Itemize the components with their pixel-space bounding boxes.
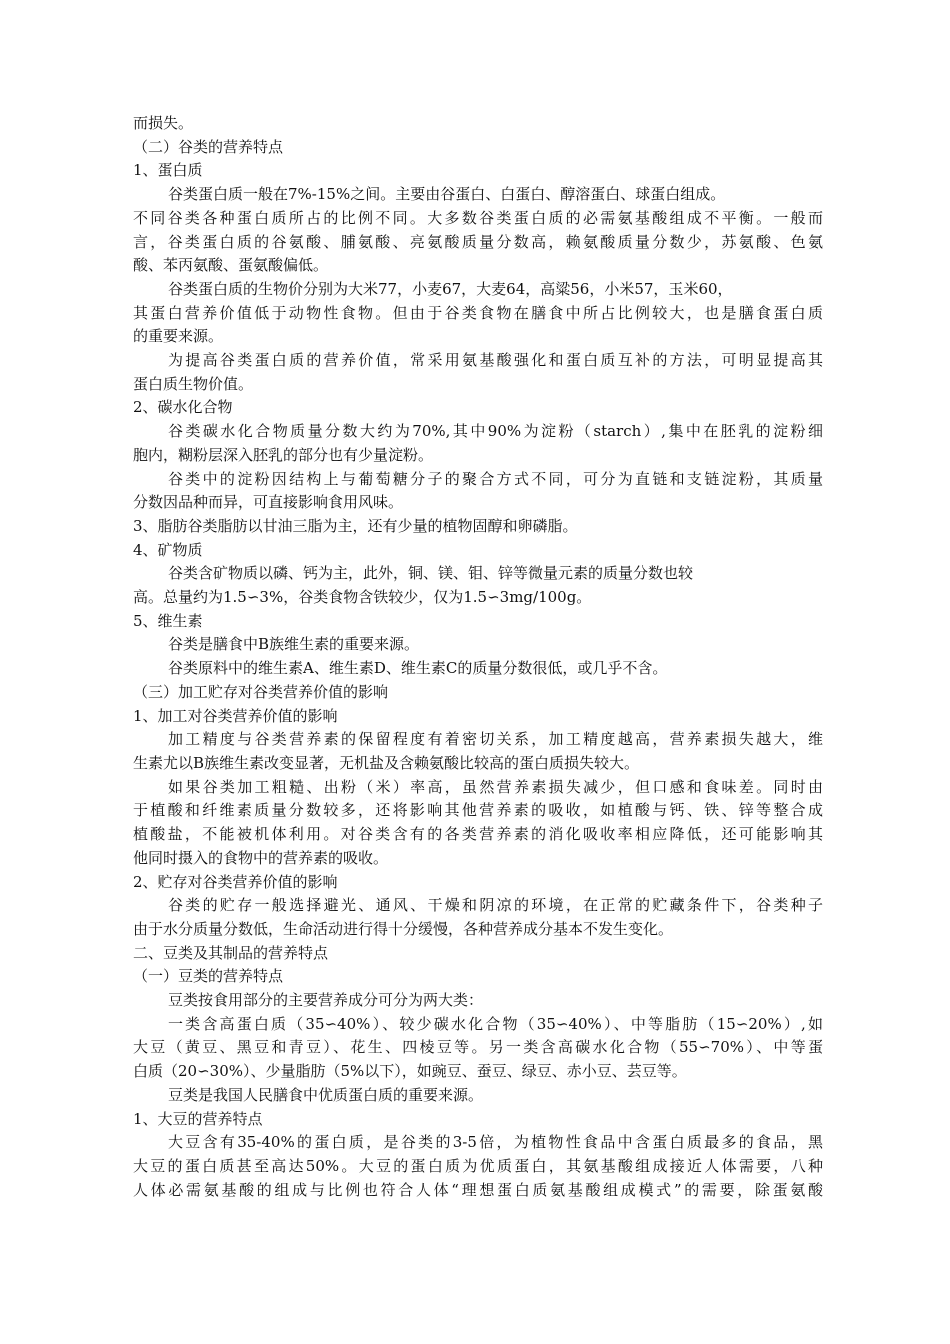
text-line: 如果谷类加工粗糙、出粉（米）率高，虽然营养素损失减少，但口感和食味差。同时由 <box>168 777 823 796</box>
text-line: （一）豆类的营养特点 <box>133 967 284 986</box>
text-line: 蛋白质生物价值。 <box>133 374 254 393</box>
text-line: 由于水分质量分数低，生命活动进行得十分缓慢，各种营养成分基本不发生变化。 <box>133 919 674 938</box>
text-line: 其蛋白营养价值低于动物性食物。但由于谷类食物在膳食中所占比例较大，也是膳食蛋白质 <box>133 303 823 322</box>
text-line: 谷类的贮存一般选择避光、通风、干燥和阴凉的环境，在正常的贮藏条件下，谷类种子 <box>168 896 823 915</box>
text-line: （二）谷类的营养特点 <box>133 137 284 156</box>
text-line: 大豆的蛋白质甚至高达50%。大豆的蛋白质为优质蛋白，其氨基酸组成接近人体需要，八种 <box>133 1156 823 1175</box>
text-line: 谷类蛋白质一般在7%-15%之间。主要由谷蛋白、白蛋白、醇溶蛋白、球蛋白组成。 <box>168 185 726 204</box>
text-line: 胞内，糊粉层深入胚乳的部分也有少量淀粉。 <box>133 445 434 464</box>
text-line: 谷类蛋白质的生物价分别为大米77，小麦67，大麦64，高粱56，小米57，玉米60， <box>168 279 733 298</box>
text-line: 5、维生素 <box>133 611 203 630</box>
text-line: 谷类是膳食中B族维生素的重要来源。 <box>168 635 420 654</box>
text-line: 豆类按食用部分的主要营养成分可分为两大类： <box>168 991 484 1010</box>
text-line: 而损失。 <box>133 114 194 132</box>
text-line: 加工精度与谷类营养素的保留程度有着密切关系，加工精度越高，营养素损失越大，维 <box>168 730 823 749</box>
text-line: 植酸盐，不能被机体利用。对谷类含有的各类营养素的消化吸收率相应降低，还可能影响其 <box>133 825 823 844</box>
text-line: 大豆（黄豆、黑豆和青豆）、花生、四棱豆等。另一类含高碳水化合物（55∽70%）、中等蛋 <box>133 1038 823 1057</box>
text-line: 2、贮存对谷类营养价值的影响 <box>133 872 338 891</box>
text-line: 生素尤以B族维生素改变显著，无机盐及含赖氨酸比较高的蛋白质损失较大。 <box>133 753 640 772</box>
text-line: 言，谷类蛋白质的谷氨酸、脯氨酸、亮氨酸质量分数高，赖氨酸质量分数少，苏氨酸、色氨 <box>133 232 823 251</box>
text-line: 谷类含矿物质以磷、钙为主，此外，铜、镁、钼、锌等微量元素的质量分数也较 <box>168 564 694 583</box>
text-line: 大豆含有35-40%的蛋白质，是谷类的3-5倍，为植物性食品中含蛋白质最多的食品，黑 <box>168 1133 823 1152</box>
text-line: 人体必需氨基酸的组成与比例也符合人体“理想蛋白质氨基酸组成模式”的需要，除蛋氨酸 <box>133 1180 823 1199</box>
text-line: 于植酸和纤维素质量分数较多，还将影响其他营养素的吸收，如植酸与钙、铁、锌等整合成 <box>133 801 823 820</box>
text-line: 他同时摄入的食物中的营养素的吸收。 <box>133 848 389 867</box>
text-line: 1、加工对谷类营养价值的影响 <box>133 706 338 725</box>
text-line: 一类含高蛋白质（35∽40%）、较少碳水化合物（35∽40%）、中等脂肪（15∽20%）,如 <box>168 1014 823 1033</box>
document-page <box>133 112 823 1202</box>
text-line: 分数因品种而异，可直接影响食用风味。 <box>133 493 404 512</box>
text-line: 酸、苯丙氨酸、蛋氨酸偏低。 <box>133 256 329 275</box>
text-line: 1、大豆的营养特点 <box>133 1109 263 1128</box>
text-line: 2、碳水化合物 <box>133 398 233 417</box>
text-line: 豆类是我国人民膳食中优质蛋白质的重要来源。 <box>168 1085 484 1104</box>
text-line: 1、蛋白质 <box>133 161 203 180</box>
text-line: 谷类中的淀粉因结构上与葡萄糖分子的聚合方式不同，可分为直链和支链淀粉，其质量 <box>168 469 823 488</box>
text-line: 3、脂肪谷类脂肪以甘油三脂为主，还有少量的植物固醇和卵磷脂。 <box>133 516 578 535</box>
text-line: （三）加工贮存对谷类营养价值的影响 <box>133 682 389 701</box>
text-line: 不同谷类各种蛋白质所占的比例不同。大多数谷类蛋白质的必需氨基酸组成不平衡。一般而 <box>133 208 823 227</box>
text-line: 谷类原料中的维生素A、维生素D、维生素C的质量分数很低，或几乎不含。 <box>168 659 668 678</box>
text-line: 白质（20∽30%）、少量脂肪（5%以下），如豌豆、蚕豆、绿豆、赤小豆、芸豆等。 <box>133 1062 687 1081</box>
text-line: 高。总量约为1.5∽3%，谷类食物含铁较少，仅为1.5∽3mg/100g。 <box>133 588 592 607</box>
text-line: 4、矿物质 <box>133 540 203 559</box>
text-line: 的重要来源。 <box>133 327 224 346</box>
text-line: 二、豆类及其制品的营养特点 <box>133 943 329 962</box>
text-line: 为提高谷类蛋白质的营养价值，常采用氨基酸强化和蛋白质互补的方法，可明显提高其 <box>168 351 823 370</box>
text-line: 谷类碳水化合物质量分数大约为70%,其中90%为淀粉（starch）,集中在胚乳的淀粉细 <box>168 422 823 441</box>
